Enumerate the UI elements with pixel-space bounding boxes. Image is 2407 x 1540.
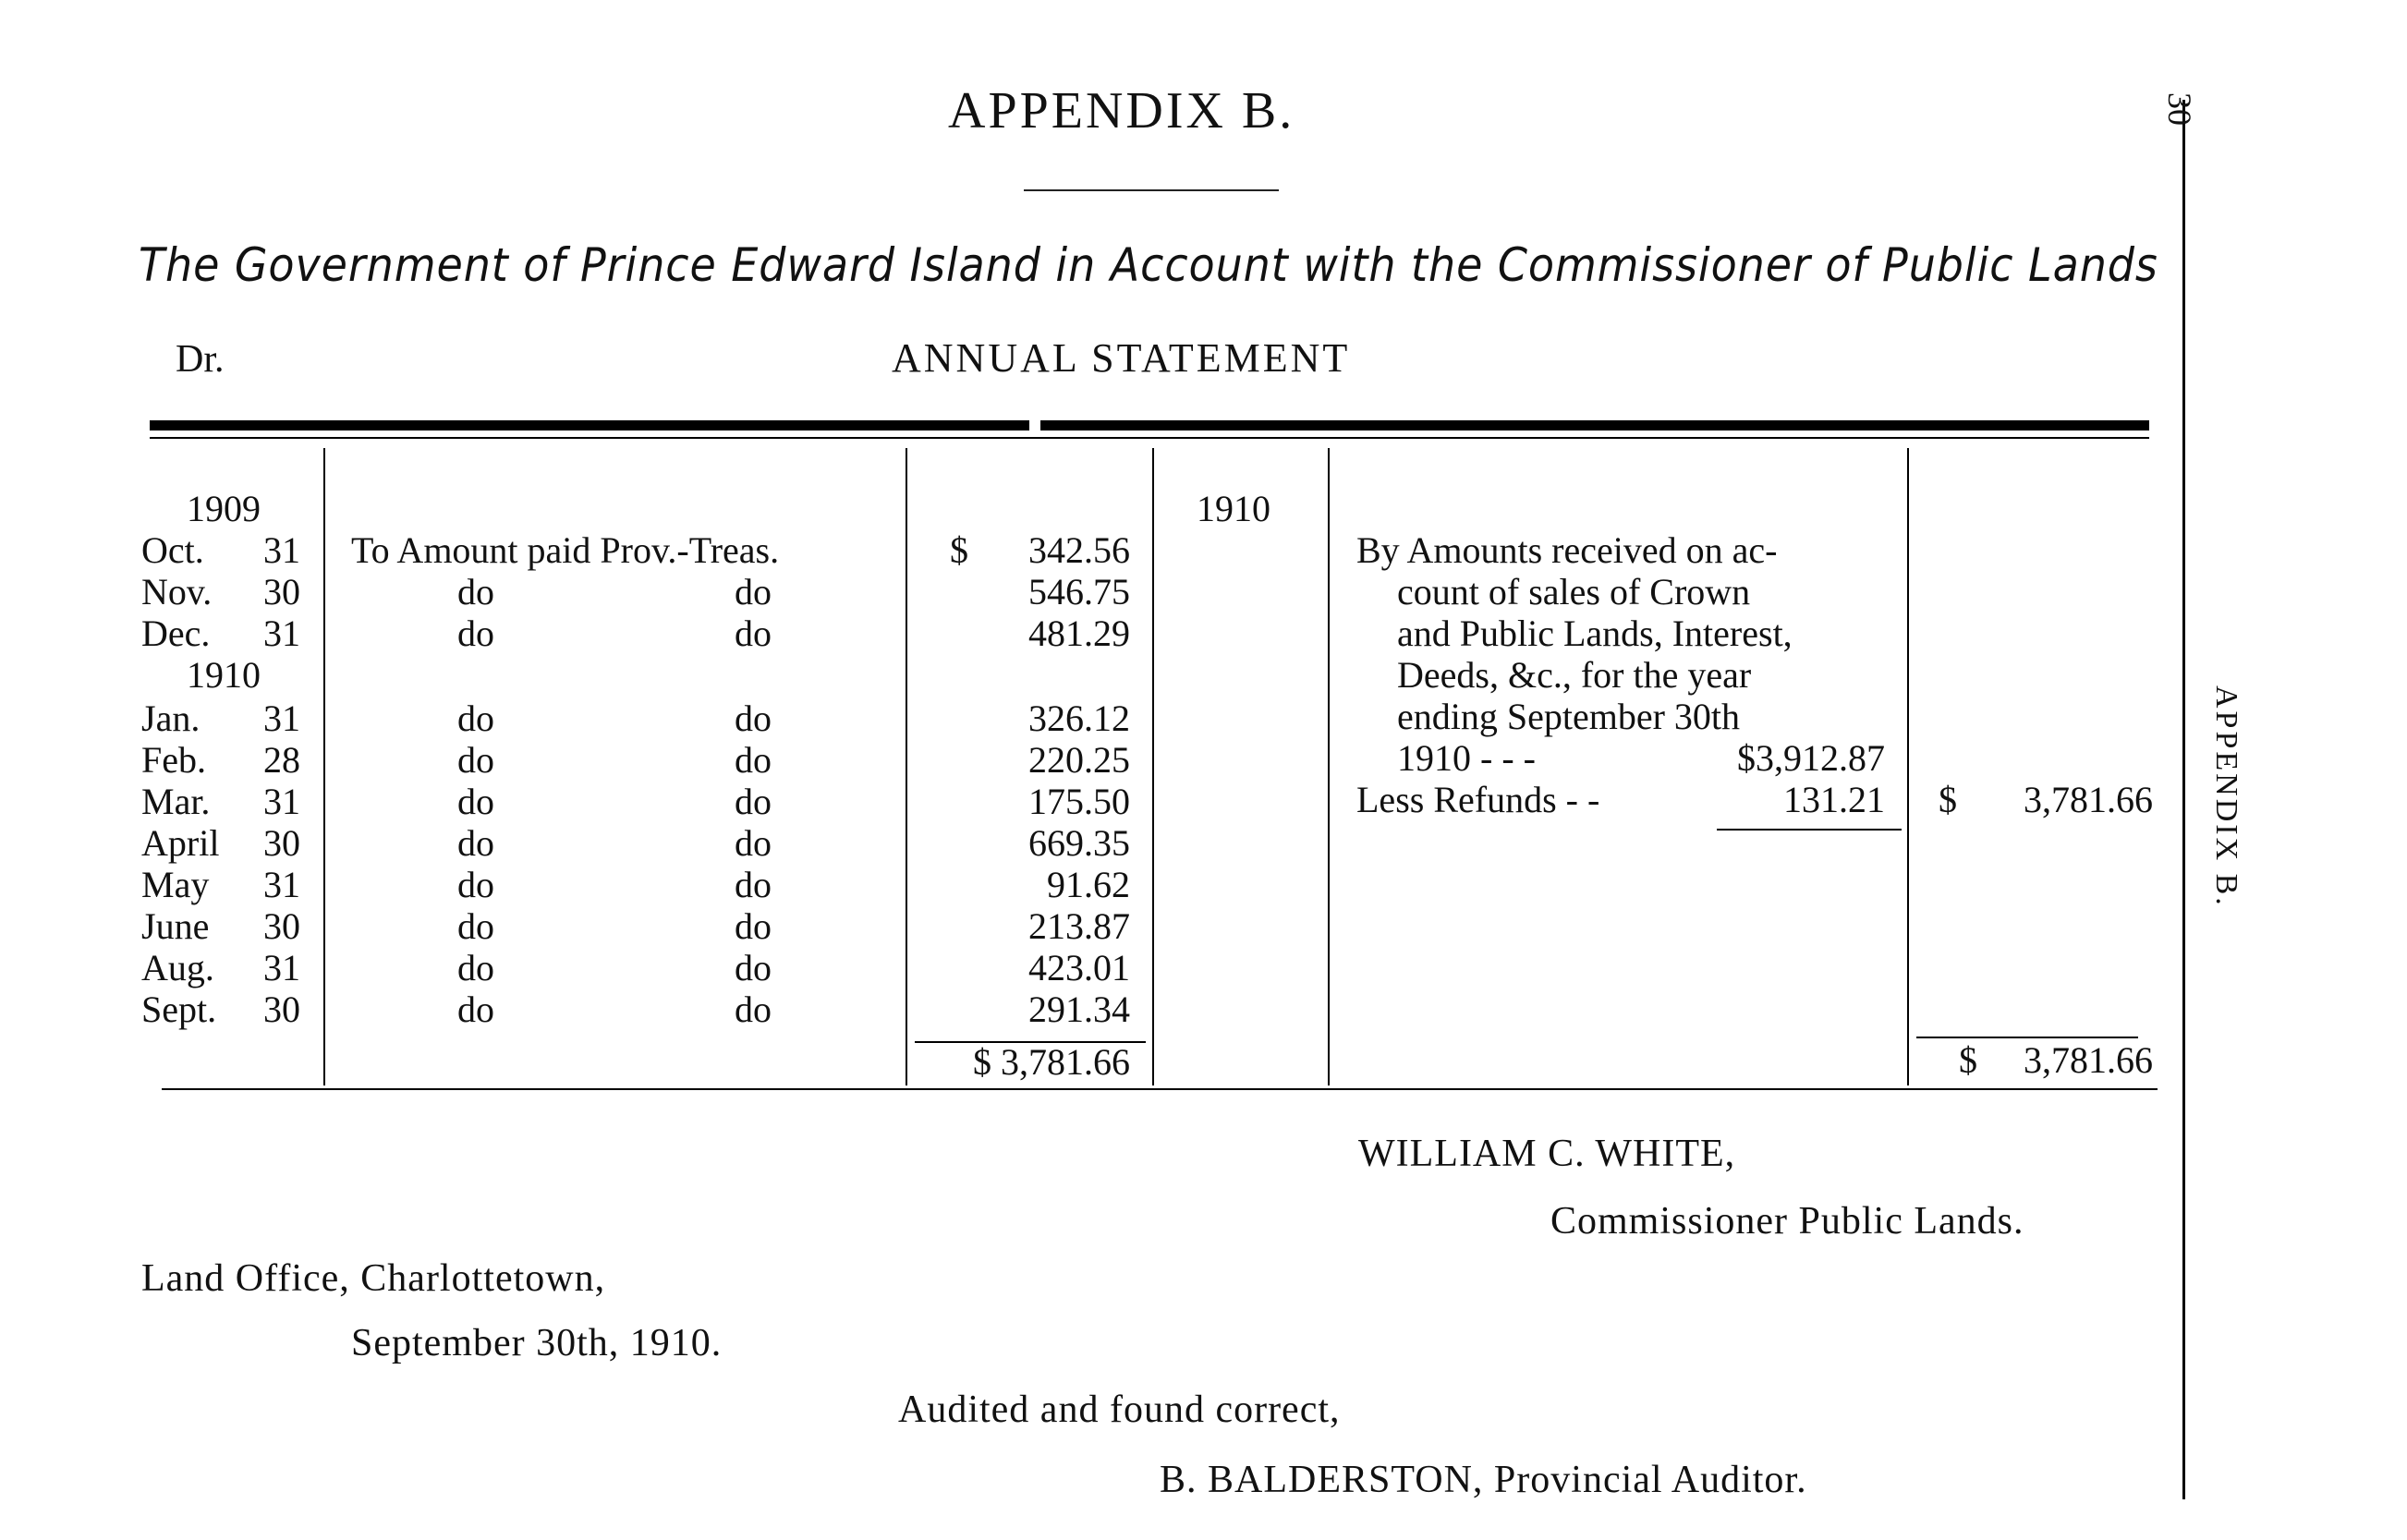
- credit-text-line: Deeds, &c., for the year: [1397, 654, 1752, 696]
- table-top-rule-right: [1040, 420, 2149, 430]
- auditor-signature: B. BALDERSTON, Provincial Auditor.: [1160, 1459, 1807, 1501]
- row-ditto: do: [735, 905, 772, 947]
- row-month: Dec.: [141, 612, 211, 654]
- row-ditto: do: [735, 781, 772, 822]
- row-ditto: do: [457, 612, 494, 654]
- running-head: APPENDIX B.: [2209, 685, 2243, 908]
- column-divider-desc: [906, 448, 907, 1085]
- row-month: Mar.: [141, 781, 211, 822]
- title-rule: [1024, 189, 1279, 191]
- row-ditto: do: [457, 864, 494, 905]
- year-1910: 1910: [187, 654, 261, 696]
- refund-rule: [1717, 829, 1902, 831]
- row-month: April: [141, 822, 220, 864]
- row-month: Jan.: [141, 697, 201, 739]
- column-divider-amount: [1152, 448, 1154, 1085]
- row-ditto: do: [735, 988, 772, 1030]
- credit-gross-label: 1910 - - -: [1397, 737, 1536, 779]
- credit-text-line: and Public Lands, Interest,: [1397, 612, 1793, 654]
- row-day: 31: [263, 781, 300, 822]
- row-day: 31: [263, 529, 300, 571]
- row-ditto: do: [457, 697, 494, 739]
- row-ditto: do: [735, 822, 772, 864]
- account-subtitle: The Government of Prince Edward Island in Account with the Commissioner of Public Lands: [139, 238, 2158, 292]
- row-day: 31: [263, 864, 300, 905]
- row-day: 30: [263, 905, 300, 947]
- row-amount: 291.34: [1028, 988, 1130, 1030]
- commissioner-name: WILLIAM C. WHITE,: [1358, 1133, 1736, 1175]
- debit-total: $ 3,781.66: [973, 1041, 1130, 1083]
- credit-text-line: By Amounts received on ac-: [1356, 529, 1778, 571]
- page-number: 30: [2161, 92, 2198, 126]
- row-dollar-sign: $: [950, 529, 968, 571]
- credit-net-amount: 3,781.66: [2024, 779, 2153, 820]
- row-ditto: do: [735, 864, 772, 905]
- column-divider-date: [323, 448, 325, 1085]
- row-ditto: do: [735, 739, 772, 781]
- row-ditto: do: [457, 905, 494, 947]
- row-month: May: [141, 864, 210, 905]
- credit-refund-label: Less Refunds - -: [1356, 779, 1600, 820]
- row-amount: 91.62: [1047, 864, 1130, 905]
- row-month: Oct.: [141, 529, 204, 571]
- statement-date: September 30th, 1910.: [351, 1322, 723, 1364]
- row-ditto: do: [457, 947, 494, 988]
- audit-note: Audited and found correct,: [898, 1388, 1341, 1431]
- credit-year: 1910: [1197, 488, 1270, 529]
- row-month: Nov.: [141, 571, 213, 612]
- row-month: Feb.: [141, 739, 206, 781]
- appendix-heading: APPENDIX B.: [948, 82, 1295, 139]
- table-top-thin-rule: [150, 437, 2149, 439]
- row-month: Sept.: [141, 988, 217, 1030]
- row-amount: 220.25: [1028, 739, 1130, 781]
- row-ditto: do: [735, 612, 772, 654]
- credit-total-rule: [1916, 1037, 2138, 1038]
- row-month: Aug.: [141, 947, 214, 988]
- row-day: 30: [263, 822, 300, 864]
- row-ditto: do: [457, 822, 494, 864]
- credit-text-line: ending September 30th: [1397, 696, 1741, 737]
- table-top-rule-left: [150, 420, 1029, 430]
- row-day: 31: [263, 697, 300, 739]
- row-day: 30: [263, 571, 300, 612]
- row-ditto: do: [735, 947, 772, 988]
- credit-text-line: count of sales of Crown: [1397, 571, 1751, 612]
- row-ditto: do: [457, 739, 494, 781]
- row-ditto: do: [735, 697, 772, 739]
- table-bottom-rule: [162, 1088, 2158, 1090]
- row-amount: 175.50: [1028, 781, 1130, 822]
- credit-total-amount: 3,781.66: [2024, 1039, 2153, 1081]
- statement-heading: ANNUAL STATEMENT: [892, 335, 1351, 381]
- row-amount: 481.29: [1028, 612, 1130, 654]
- row-amount: 326.12: [1028, 697, 1130, 739]
- row-ditto: do: [457, 988, 494, 1030]
- row-amount: 546.75: [1028, 571, 1130, 612]
- credit-total-dollar-sign: $: [1959, 1039, 1977, 1081]
- row-day: 28: [263, 739, 300, 781]
- row-amount: 342.56: [1028, 529, 1130, 571]
- credit-net-dollar-sign: $: [1939, 779, 1957, 820]
- page-edge-rule: [2182, 100, 2185, 1499]
- row-amount: 423.01: [1028, 947, 1130, 988]
- row-amount: 669.35: [1028, 822, 1130, 864]
- credit-refund-amount: 131.21: [1783, 779, 1885, 820]
- office-location: Land Office, Charlottetown,: [141, 1257, 606, 1300]
- credit-gross-amount: $3,912.87: [1737, 737, 1885, 779]
- row-ditto: do: [457, 781, 494, 822]
- row-ditto: do: [735, 571, 772, 612]
- column-divider-credit-date: [1328, 448, 1330, 1085]
- row-day: 30: [263, 988, 300, 1030]
- column-divider-credit-desc: [1907, 448, 1909, 1085]
- row-amount: 213.87: [1028, 905, 1130, 947]
- row-month: June: [141, 905, 210, 947]
- row-day: 31: [263, 612, 300, 654]
- row-description: To Amount paid Prov.-Treas.: [351, 529, 780, 571]
- year-1909: 1909: [187, 488, 261, 529]
- commissioner-title: Commissioner Public Lands.: [1550, 1200, 2024, 1243]
- debit-label: Dr.: [176, 338, 225, 381]
- row-day: 31: [263, 947, 300, 988]
- row-ditto: do: [457, 571, 494, 612]
